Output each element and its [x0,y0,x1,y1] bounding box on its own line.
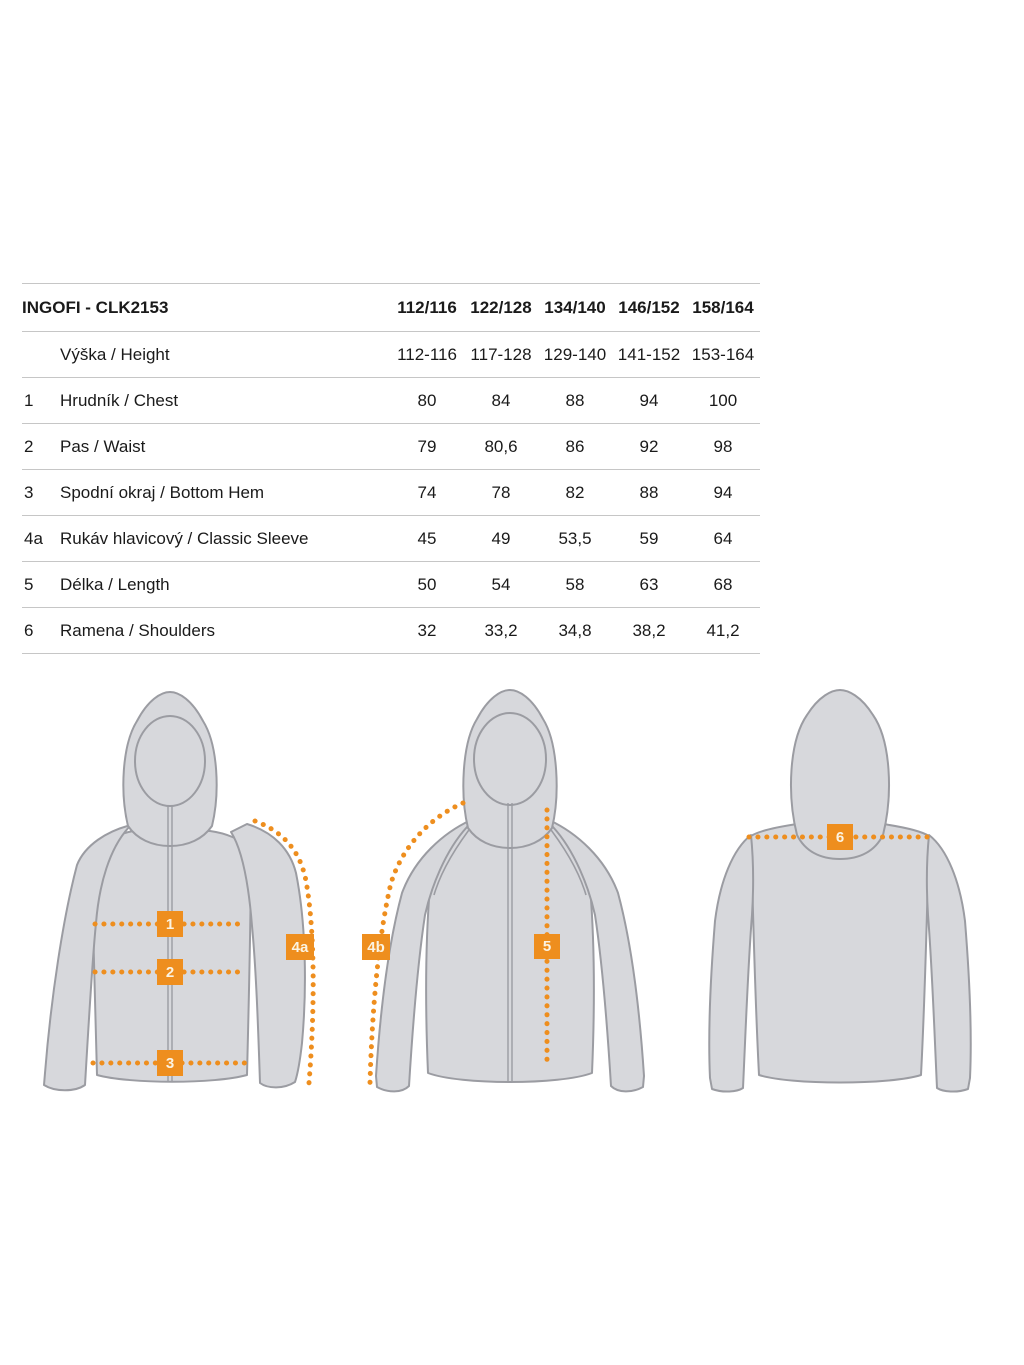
row-value: 88 [639,482,659,502]
jacket-front-classic-icon [35,683,345,1098]
row-value: 54 [491,574,511,594]
row-id: 3 [24,482,34,502]
size-column-header: 158/164 [692,297,754,317]
row-value: 53,5 [558,528,592,548]
row-value: 98 [713,436,733,456]
row-id: 4a [24,528,43,548]
table-row [22,562,760,608]
row-value: 38,2 [632,620,666,640]
size-column-header: 112/116 [397,297,457,317]
jacket-front-classic-figure [35,683,345,1098]
measure-marker-3: 3 [157,1050,183,1076]
measure-marker-5: 5 [534,934,560,959]
size-table [22,283,760,654]
jacket-back-figure [685,683,995,1098]
table-row [22,516,760,562]
row-label: Spodní okraj / Bottom Hem [60,482,265,502]
row-value: 80 [417,390,437,410]
row-value: 33,2 [484,620,518,640]
row-id: 1 [24,390,34,410]
row-value: 32 [417,620,437,640]
row-value: 78 [491,482,511,502]
row-value: 45 [417,528,437,548]
row-value: 74 [417,482,437,502]
row-value: 41,2 [706,620,740,640]
table-row [22,424,760,470]
row-value: 100 [708,390,738,410]
table-row [22,608,760,654]
row-value: 129-140 [543,344,607,364]
table-row [22,332,760,378]
row-id: 6 [24,620,34,640]
measure-marker-6: 6 [827,824,853,850]
row-value: 112-116 [397,344,457,364]
row-id: 5 [24,574,34,594]
size-table-header-row [22,284,760,332]
size-table-body [22,332,760,654]
measure-marker-4a: 4a [286,934,314,960]
row-value: 58 [565,574,585,594]
measure-marker-1: 1 [157,911,183,937]
row-label: Hrudník / Chest [60,390,179,410]
row-value: 80,6 [484,436,518,456]
row-value: 34,8 [558,620,592,640]
row-value: 88 [565,390,585,410]
row-value: 50 [417,574,437,594]
row-value: 94 [713,482,733,502]
row-label: Rukáv hlavicový / Classic Sleeve [60,528,309,548]
row-label: Délka / Length [60,574,170,594]
row-value: 64 [713,528,733,548]
row-value: 92 [639,436,659,456]
jacket-back-icon [685,683,995,1098]
table-row [22,470,760,516]
row-value: 153-164 [691,344,755,364]
row-value: 63 [639,574,659,594]
product-title: INGOFI - CLK2153 [22,297,169,317]
row-value: 84 [491,390,511,410]
row-value: 68 [713,574,733,594]
jacket-front-raglan-figure [355,683,665,1098]
jacket-front-raglan-icon [355,683,665,1098]
table-row [22,378,760,424]
size-column-header: 122/128 [470,297,532,317]
row-value: 49 [491,528,511,548]
row-id: 2 [24,436,34,456]
size-column-header: 134/140 [544,297,606,317]
row-label: Ramena / Shoulders [60,620,215,640]
row-value: 94 [639,390,659,410]
row-label: Výška / Height [60,344,170,364]
row-value: 141-152 [617,344,681,364]
size-diagrams [0,683,1024,1113]
row-value: 82 [565,482,585,502]
row-value: 59 [639,528,659,548]
measure-marker-2: 2 [157,959,183,985]
row-value: 79 [417,436,437,456]
size-column-header: 146/152 [618,297,680,317]
row-value: 86 [565,436,585,456]
row-label: Pas / Waist [60,436,146,456]
measure-marker-4b: 4b [362,934,390,960]
row-value: 117-128 [470,344,532,364]
